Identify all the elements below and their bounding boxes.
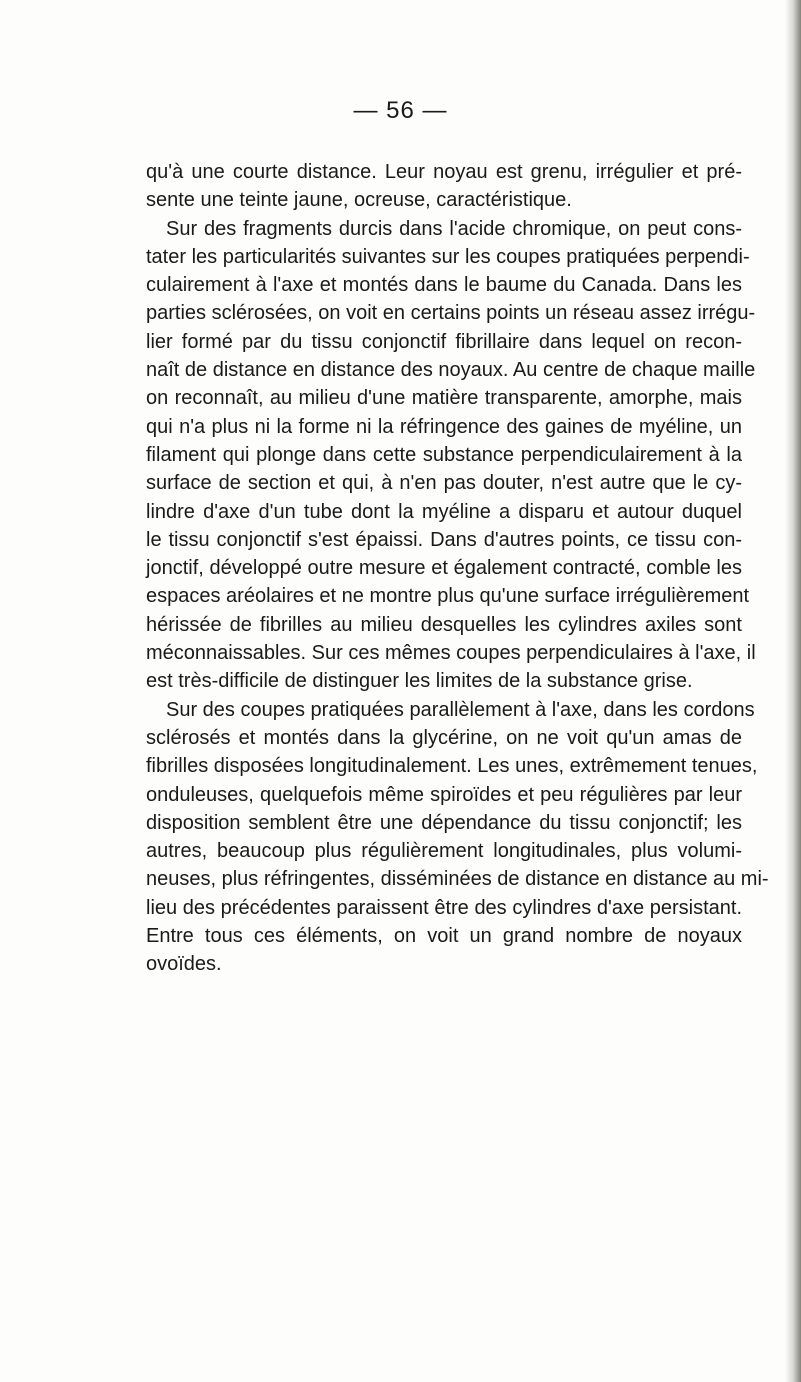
text-line: méconnaissables. Sur ces mêmes coupes perpendiculaires à l'axe, il [146,642,756,665]
text-line: fibrilles disposées longitudinalement. Les unes, extrêmement tenues, [146,755,758,778]
page-edge-shadow [785,0,801,1382]
text-line: qui n'a plus ni la forme ni la réfringence des gaines de myéline, un [146,415,742,438]
text-line: lier formé par du tissu conjonctif fibrillaire dans lequel on recon- [146,330,742,353]
text-line: lieu des précédentes paraissent être des cylindres d'axe persistant. [146,896,742,919]
text-line: onduleuses, quelquefois même spiroïdes et peu régulières par leur [146,783,742,806]
text-line: surface de section et qui, à n'en pas douter, n'est autre que le cy- [146,472,742,495]
text-line: jonctif, développé outre mesure et également contracté, comble les [146,557,742,580]
body-text [146,158,769,979]
text-line: Sur des coupes pratiquées parallèlement à l'axe, dans les cordons [166,698,755,721]
text-line: hérissée de fibrilles au milieu desquelles les cylindres axiles sont [146,613,742,636]
text-line: parties sclérosées, on voit en certains points un réseau assez irrégu- [146,302,756,325]
text-line: ovoïdes. [146,953,222,976]
text-line: qu'à une courte distance. Leur noyau est grenu, irrégulier et pré- [146,161,742,183]
text-line: on reconnaît, au milieu d'une matière transparente, amorphe, mais [146,387,742,410]
text-line: sclérosés et montés dans la glycérine, on ne voit qu'un amas de [146,726,742,749]
text-line: lindre d'axe d'un tube dont la myéline a disparu et autour duquel [146,500,742,523]
text-line: naît de distance en distance des noyaux. Au centre de chaque maille [146,359,756,382]
text-line: Sur des fragments durcis dans l'acide chromique, on peut cons- [166,217,742,240]
text-line: tater les particularités suivantes sur les coupes pratiquées perpendi- [146,245,750,268]
text-line: sente une teinte jaune, ocreuse, caractéristique. [146,189,572,212]
text-line: disposition semblent être une dépendance du tissu conjonctif; les [146,811,742,834]
text-line: neuses, plus réfringentes, disséminées de distance en distance au mi- [146,868,769,891]
text-line: autres, beaucoup plus régulièrement longitudinales, plus volumi- [146,840,742,863]
text-line: le tissu conjonctif s'est épaissi. Dans d'autres points, ce tissu con- [146,528,742,551]
text-line: filament qui plonge dans cette substance perpendiculairement à la [146,443,742,466]
page-number: — 56 — [353,97,448,124]
text-line: Entre tous ces éléments, on voit un grand nombre de noyaux [146,925,742,948]
text-line: culairement à l'axe et montés dans le baume du Canada. Dans les [146,274,742,297]
text-line: est très-difficile de distinguer les limites de la substance grise. [146,670,693,693]
text-line: espaces aréolaires et ne montre plus qu'une surface irrégulièrement [146,585,750,608]
